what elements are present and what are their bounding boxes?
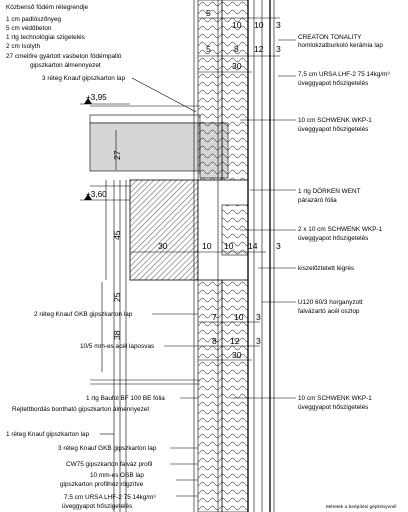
wall-insulation [198, 0, 248, 512]
dim-top-3: 3 [276, 20, 281, 30]
label-dorken: 1 rtg DÖRKEN WENT [298, 188, 361, 195]
dim-lower1-3: 3 [256, 312, 261, 322]
dim-lower1-2: 10 [234, 312, 244, 322]
dim-row2-3: 3 [276, 44, 281, 54]
floor-layer-3: 1 rtg technológiai szigetelés [6, 34, 85, 41]
label-kiszel: kiszelőztetett légrés [298, 265, 355, 272]
label-rejtettbordas: Rejtettbordás bontható gipszkarton álmennyezet [12, 406, 150, 413]
dim-lower2-2: 12 [230, 336, 240, 346]
label-baufol: 1 rtg Baufol BF 100 BE fólia [86, 395, 165, 402]
dim-lower3: 30 [232, 350, 242, 360]
dim-slab: 27 [112, 150, 122, 160]
dim-mid-1: 10 [202, 241, 212, 251]
label-schwenk-2x10-2: üveggyapot hőszigetelés [298, 235, 369, 242]
label-schwenk-lower-2: üveggyapot hőszigetelés [298, 404, 369, 411]
label-schwenk-2x10: 2 x 10 cm SCHWENK WKP-1 [298, 226, 383, 233]
dim-top-1: 10 [232, 20, 242, 30]
label-creaton: CREATON TONALITY [298, 34, 362, 41]
floor-layer-6: gipszkarton álmennyezet [30, 62, 101, 69]
label-u120-2: falvázartó acél oszlop [298, 308, 360, 315]
label-knauf-gkb-2: 2 réteg Knauf GKB gipszkarton lap [34, 311, 133, 318]
label-laposvas: 10/5 mm-es acél laposvas [80, 343, 155, 350]
floor-layer-1: 1 cm padlószőnyeg [6, 16, 62, 23]
dim-row3: 30 [232, 61, 242, 71]
dim-beam: 45 [112, 230, 122, 240]
dim-beam-width: 30 [158, 241, 168, 251]
label-ursa-top: 7,5 cm URSA LHF-2 75 14kg/m³ [298, 71, 390, 78]
floor-layer-4: 2 cm Isolyth [6, 43, 41, 50]
dim-lower1-1: 7 [212, 312, 217, 322]
label-ursa-bottom-2: üveggyapot hőszigetelés [62, 503, 133, 510]
floor-buildup-title: Közbenső födém rétegrendje [6, 4, 89, 11]
label-schwenk-10: 10 cm SCHWENK WKP-1 [298, 117, 372, 124]
dim-top-2: 10 [254, 20, 264, 30]
dim-lower2-3: 3 [256, 336, 261, 346]
label-schwenk-lower: 10 cm SCHWENK WKP-1 [298, 395, 372, 402]
dim-mid-2: 10 [224, 241, 234, 251]
label-schwenk-10-2: üveggyapot hőszigetelés [298, 126, 369, 133]
dim-row2-2: 12 [254, 44, 264, 54]
label-knauf-3: 3 réteg Knauf gipszkarton lap [42, 75, 126, 82]
label-creaton-2: homlokzatburkoló kerámia lap [298, 42, 383, 49]
label-footnote: Méretek a beépítési gépkönyvnél [326, 505, 397, 510]
dim-left-38: 38 [112, 330, 122, 340]
dim-left-25: 25 [112, 292, 122, 302]
dim-mid-4: 3 [276, 241, 281, 251]
concrete-beam [130, 180, 198, 280]
label-u120: U120 60/3 horganyzott [298, 299, 363, 306]
label-osb: 10 mm-es OSB lap [90, 472, 144, 479]
dim-row2-1: 8 [234, 44, 239, 54]
level-lower: +3,60 [86, 190, 107, 199]
label-ursa-bottom: 7,5 cm URSA LHF-2 75 14kg/m³ [64, 494, 156, 501]
dim-small-1: 5 [206, 8, 211, 18]
floor-layer-5: 27 cmelőre gyártott vasbeton födémpalló [6, 53, 122, 60]
dim-mid-3: 14 [248, 241, 258, 251]
label-knauf-1: 1 réteg Knauf gipszkarton lap [6, 431, 90, 438]
floor-layer-2: 5 cm védőbeton [6, 25, 52, 32]
dim-small-2: 5 [206, 44, 211, 54]
label-knauf-gkb-3: 3 réteg Knauf GKB gipszkarton lap [58, 445, 157, 452]
dim-lower2-1: 8 [212, 336, 217, 346]
label-cw75: CW75 gipszkarton falváz profil [66, 461, 153, 468]
label-ursa-top-2: üveggyapot hőszigetelés [298, 80, 369, 87]
label-dorken-2: párazáró fólia [298, 197, 337, 204]
label-gk-profil: gipszkarton profilhoz rögzítve [60, 481, 144, 488]
level-upper: +3,95 [86, 93, 107, 102]
